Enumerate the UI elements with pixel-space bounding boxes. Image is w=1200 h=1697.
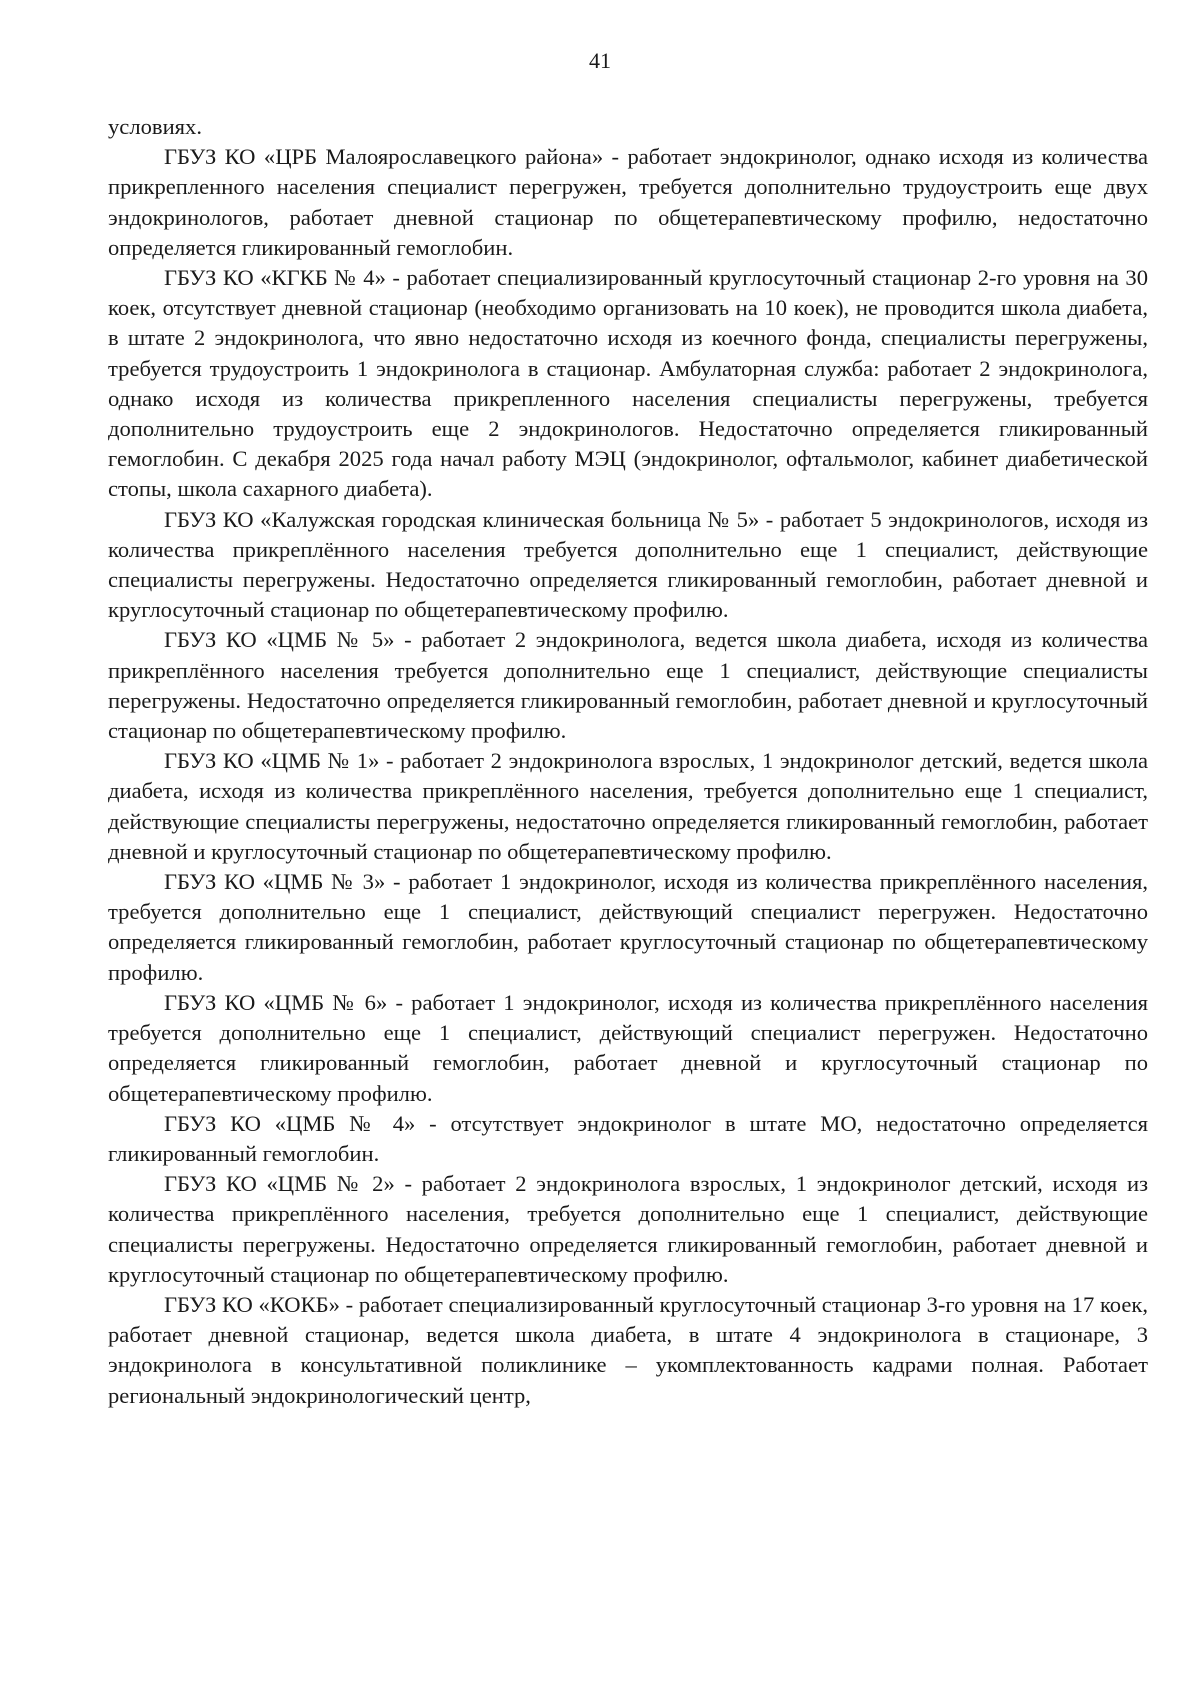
paragraph-cmb-5: ГБУЗ КО «ЦМБ № 5» - работает 2 эндокринолога, ведется школа диабета, исходя из количества прикреплённого населения требуется дополнительно еще 1 специалист, действующие специалисты перегружены. Недостаточно определяется гликированный гемоглобин, работает дневной и круглосуточный стационар по общетерапевтическому профилю. <box>108 627 1148 744</box>
paragraph-kgkb-4: ГБУЗ КО «КГКБ № 4» - работает специализированный круглосуточный стационар 2-го уровня на 30 коек, отсутствует дневной стационар (необходимо организовать на 10 коек), не проводится школа диабета, в штате 2 эндокринолога, что явно недостаточно исходя из коечного фонда, специалисты перегружены, требуется трудоустроить 1 эндокринолога в стационар. Амбулаторная служба: работает 2 эндокринолога, однако исходя из количества прикрепленного населения специалисты перегружены, требуется дополнительно трудоустроить еще 2 эндокринологов. Недостаточно определяется гликированный гемоглобин. С декабря 2025 года начал работу МЭЦ (эндокринолог, офтальмолог, кабинет диабетической стопы, школа сахарного диабета). <box>108 265 1148 502</box>
paragraph-kokb: ГБУЗ КО «КОКБ» - работает специализированный круглосуточный стационар 3-го уровня на 17 коек, работает дневной стационар, ведется школа диабета, в штате 4 эндокринолога в стационаре, 3 эндокринолога в консультативной поликлинике – укомплектованность кадрами полная. Работает региональный эндокринологический центр, <box>108 1291 1148 1408</box>
paragraph-kgkb-5: ГБУЗ КО «Калужская городская клиническая больница № 5» - работает 5 эндокринологов, исходя из количества прикреплённого населения требуется дополнительно еще 1 специалист, действующие специалисты перегружены. Недостаточно определяется гликированный гемоглобин, работает дневной и круглосуточный стационар по общетерапевтическому профилю. <box>108 506 1148 623</box>
page-number: 41 <box>589 48 611 73</box>
paragraph-cmb-3: ГБУЗ КО «ЦМБ № 3» - работает 1 эндокринолог, исходя из количества прикреплённого населения, требуется дополнительно еще 1 специалист, действующий специалист перегружен. Недостаточно определяется гликированный гемоглобин, работает круглосуточный стационар по общетерапевтическому профилю. <box>108 869 1148 985</box>
paragraph-crb-maloyaroslavets: ГБУЗ КО «ЦРБ Малоярославецкого района» - работает эндокринолог, однако исходя из количества прикрепленного населения специалист перегружен, требуется дополнительно трудоустроить еще двух эндокринологов, работает дневной стационар по общетерапевтическому профилю, недостаточно определяется гликированный гемоглобин. <box>108 144 1148 260</box>
paragraph-cmb-2: ГБУЗ КО «ЦМБ № 2» - работает 2 эндокринолога взрослых, 1 эндокринолог детский, исходя из количества прикреплённого населения, требуется дополнительно еще 1 специалист, действующие специалисты перегружены. Недостаточно определяется гликированный гемоглобин, работает дневной и круглосуточный стационар по общетерапевтическому профилю. <box>108 1171 1148 1287</box>
paragraph-cmb-6: ГБУЗ КО «ЦМБ № 6» - работает 1 эндокринолог, исходя из количества прикреплённого населения требуется дополнительно еще 1 специалист, действующий специалист перегружен. Недостаточно определяется гликированный гемоглобин, работает дневной и круглосуточный стационар по общетерапевтическому профилю. <box>108 989 1148 1106</box>
paragraph-continuation: условиях. <box>108 114 202 139</box>
paragraph-cmb-4: ГБУЗ КО «ЦМБ № 4» - отсутствует эндокринолог в штате МО, недостаточно определяется гликированный гемоглобин. <box>108 1110 1148 1166</box>
document-body <box>108 112 1148 1411</box>
paragraph-cmb-1: ГБУЗ КО «ЦМБ № 1» - работает 2 эндокринолога взрослых, 1 эндокринолог детский, ведется школа диабета, исходя из количества прикреплённого населения, требуется дополнительно еще 1 специалист, действующие специалисты перегружены, недостаточно определяется гликированный гемоглобин, работает дневной и круглосуточный стационар по общетерапевтическому профилю. <box>108 748 1148 864</box>
